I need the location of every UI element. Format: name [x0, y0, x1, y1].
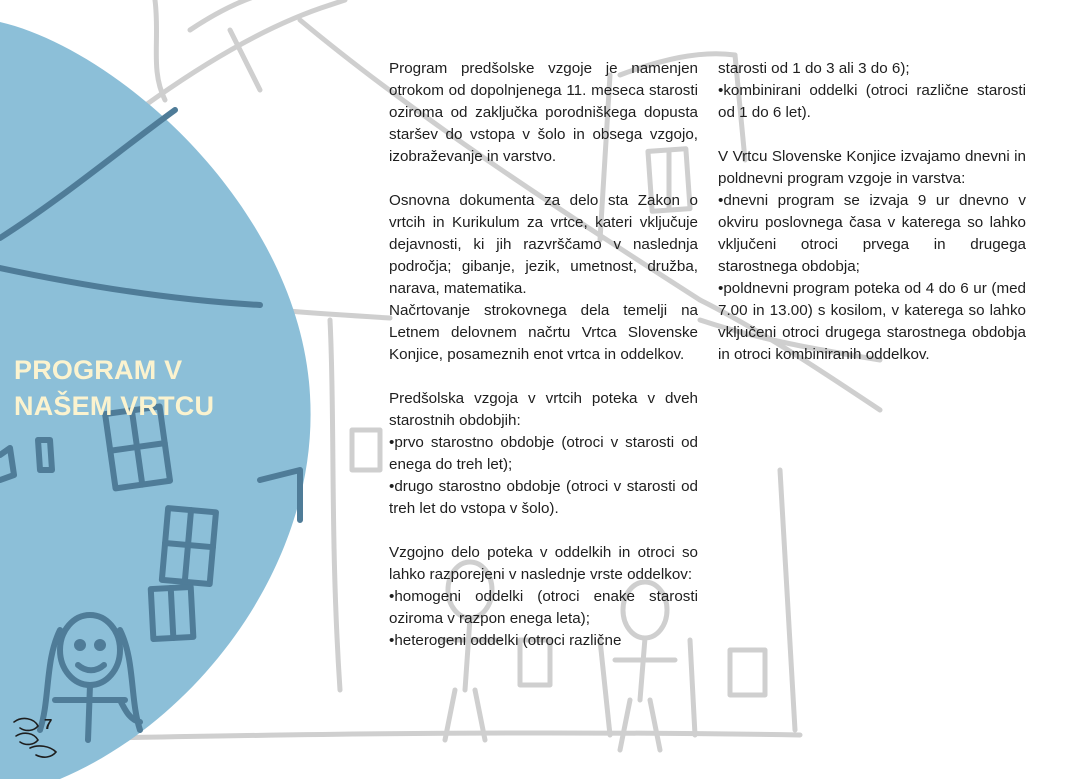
section-title	[14, 352, 214, 424]
paragraph-age-periods: Predšolska vzgoja v vrtcih poteka v dveh starostnih obdobjih:	[389, 390, 698, 429]
section-title-line-1: PROGRAM V	[14, 355, 183, 385]
bullet-half-day-program: •poldnevni program poteka od 4 do 6 ur (med 7.00 in 13.00) s kosilom, v katerega so lahko vključeni otroci drugega starostnega obdobja in otroci kombiniranih oddelkov.	[718, 280, 1026, 363]
paragraph-department-types: Vzgojno delo poteka v oddelkih in otroci so lahko razporejeni v naslednje vrste oddelkov:	[389, 544, 698, 583]
bullet-daily-program: •dnevni program se izvaja 9 ur dnevno v okviru poslovnega časa v katerega so lahko vključeni otroci prvega in drugega starostnega obdobja;	[718, 192, 1026, 275]
bullet-combined: •kombinirani oddelki (otroci različne starosti od 1 do 6 let).	[718, 82, 1026, 121]
paragraph-basic-documents: Osnovna dokumenta za delo sta Zakon o vrtcih in Kurikulum za vrtce, kateri vključuje dejavnosti, ki jih razvrščamo v naslednja področja; gibanje, jezik, umetnost, družba, narava, matematika.	[389, 192, 698, 297]
bullet-heterogeneous-end: starosti od 1 do 3 ali 3 do 6);	[718, 60, 910, 77]
paragraph-programs-offered: V Vrtcu Slovenske Konjice izvajamo dnevni in poldnevni program vzgoje in varstva:	[718, 148, 1026, 187]
paragraph-planning: Načrtovanje strokovnega dela temelji na Letnem delovnem načrtu Vrtca Slovenske Konjice, posameznih enot vrtca in oddelkov.	[389, 302, 698, 363]
bullet-first-period: •prvo starostno obdobje (otroci v starosti od enega do treh let);	[389, 434, 698, 473]
section-title-line-2: NAŠEM VRTCU	[14, 391, 215, 421]
page-number: 7	[44, 716, 53, 733]
bullet-homogeneous: •homogeni oddelki (otroci enake starosti oziroma v razpon enega leta);	[389, 588, 698, 627]
bullet-second-period: •drugo starostno obdobje (otroci v starosti od treh let do vstopa v šolo).	[389, 478, 698, 517]
text-column-left	[389, 58, 698, 652]
paragraph-program-intro: Program predšolske vzgoje je namenjen otrokom od dopolnjenega 11. meseca starosti oziroma od zaključka porodniškega dopusta staršev do vstopa v šolo in obsega vzgojo, izobraževanje in varstvo.	[389, 60, 698, 165]
text-column-right	[718, 58, 1026, 366]
bullet-heterogeneous-start: •heterogeni oddelki (otroci različne	[389, 632, 622, 649]
